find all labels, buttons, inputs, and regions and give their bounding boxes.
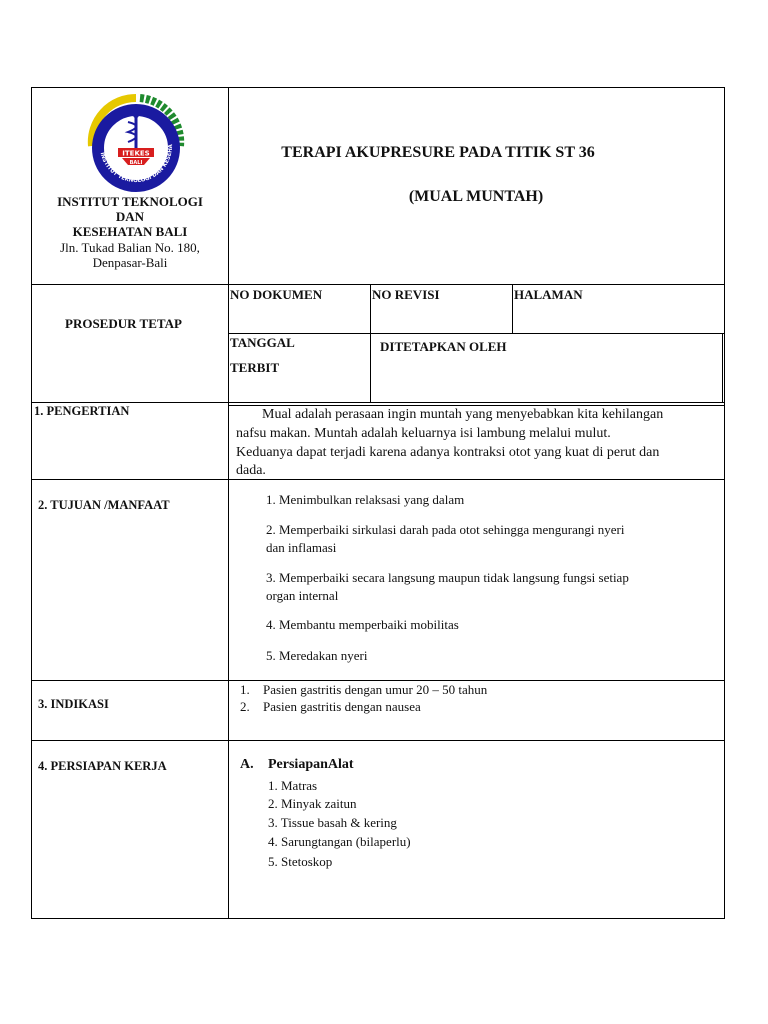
persiapan-sub-letter: A. xyxy=(240,757,254,772)
pengertian-text-line1: Mual adalah perasaan ingin muntah yang menyebabkan kita kehilangan xyxy=(262,407,664,422)
document-subtitle: (MUAL MUNTAH) xyxy=(408,188,544,205)
section-divider-3 xyxy=(31,740,725,741)
tujuan-item-3-cont: organ internal xyxy=(266,588,339,603)
meta-col-divider-1 xyxy=(370,284,371,402)
no-revisi-label: NO REVISI xyxy=(372,287,440,302)
section-divider-1 xyxy=(31,479,725,480)
tujuan-item-3: 3. Memperbaiki secara langsung maupun tidak langsung fungsi setiap xyxy=(266,570,629,585)
tujuan-item-2-cont: dan inflamasi xyxy=(266,540,337,555)
svg-text:INSTITUT TEKNOLOGI DAN KESEHAT: INSTITUT TEKNOLOGI DAN KESEHA xyxy=(98,144,175,185)
tujuan-item-1: 1. Menimbulkan relaksasi yang dalam xyxy=(266,492,465,507)
indikasi-item-2: Pasien gastritis dengan nausea xyxy=(263,699,421,714)
no-dokumen-label: NO DOKUMEN xyxy=(230,287,323,302)
meta-col-divider-2 xyxy=(512,284,513,333)
indikasi-num-2: 2. xyxy=(240,699,250,714)
logo-badge-text: ITEKES xyxy=(122,149,150,158)
pengertian-text-line4: dada. xyxy=(236,463,266,478)
pengertian-text-line3: Keduanya dapat terjadi karena adanya kontraksi otot yang kuat di perut dan xyxy=(236,445,660,460)
address-line1: Jln. Tukad Balian No. 180, xyxy=(60,240,200,255)
header-divider xyxy=(31,284,725,285)
tujuan-item-4: 4. Membantu memperbaiki mobilitas xyxy=(266,617,459,632)
persiapan-item-2: 2. Minyak zaitun xyxy=(268,796,357,811)
indikasi-num-1: 1. xyxy=(240,682,250,697)
procedure-label: PROSEDUR TETAP xyxy=(65,316,182,331)
ditetapkan-label: DITETAPKAN OLEH xyxy=(380,339,507,354)
persiapan-item-3: 3. Tissue basah & kering xyxy=(268,815,397,830)
persiapan-sub-title: PersiapanAlat xyxy=(268,757,354,772)
tanggal-label: TANGGAL xyxy=(230,335,295,350)
meta-bottom-double xyxy=(228,405,725,406)
document-title: TERAPI AKUPRESURE PADA TITIK ST 36 xyxy=(281,144,595,161)
institution-name-line2: DAN xyxy=(115,209,145,224)
logo-emblem-icon xyxy=(78,88,194,194)
terbit-label: TERBIT xyxy=(230,360,280,375)
indikasi-item-1: Pasien gastritis dengan umur 20 – 50 tahun xyxy=(263,682,488,697)
meta-bottom xyxy=(31,402,725,403)
address-line2: Denpasar-Bali xyxy=(92,255,168,270)
section-indikasi-label: 3. INDIKASI xyxy=(38,697,109,711)
persiapan-item-5: 5. Stetoskop xyxy=(268,854,333,869)
tujuan-item-2: 2. Memperbaiki sirkulasi darah pada otot sehingga mengurangi nyeri xyxy=(266,522,625,537)
border-right xyxy=(724,87,725,919)
border-bottom xyxy=(31,918,725,919)
persiapan-item-4: 4. Sarungtangan (bilaperlu) xyxy=(268,834,411,849)
tujuan-item-5: 5. Meredakan nyeri xyxy=(266,648,368,663)
section-tujuan-label: 2. TUJUAN /MANFAAT xyxy=(38,498,170,512)
institution-logo xyxy=(78,88,194,194)
persiapan-item-1: 1. Matras xyxy=(268,778,318,793)
halaman-label: HALAMAN xyxy=(514,287,583,302)
meta-inner-right xyxy=(722,333,723,402)
institution-name-line1: INSTITUT TEKNOLOGI xyxy=(57,194,203,209)
meta-row-divider xyxy=(228,333,725,334)
logo-sub-text: BALI xyxy=(129,159,143,166)
section-persiapan-label: 4. PERSIAPAN KERJA xyxy=(38,759,167,773)
pengertian-text-line2: nafsu makan. Muntah adalah keluarnya isi lambung melalui mulut. xyxy=(236,426,611,441)
institution-name-line3: KESEHATAN BALI xyxy=(72,224,188,239)
section-divider-2 xyxy=(31,680,725,681)
section-pengertian-label: 1. PENGERTIAN xyxy=(34,404,130,418)
